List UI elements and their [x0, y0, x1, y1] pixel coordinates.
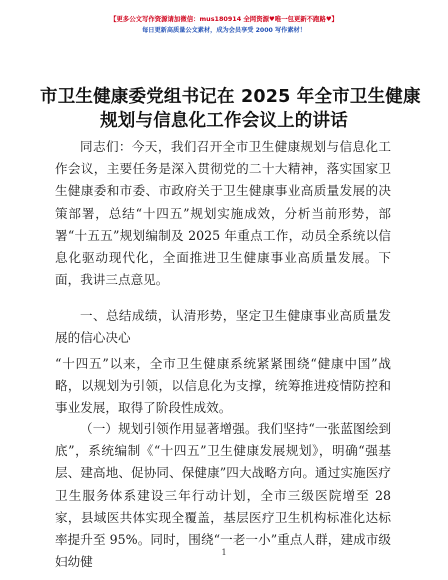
document-title-line-2: 规划与信息化工作会议上的讲话 — [100, 111, 348, 131]
page-number: 1 — [221, 548, 227, 557]
document-title-line-1: 市卫生健康委党组书记在 2025 年全市卫生健康 — [40, 87, 421, 107]
opening-paragraph: 同志们：今天，我们召开全市卫生健康规划与信息化工作会议，主要任务是深入贯彻党的二十大精神，落实国家卫生健康委和市委、市政府关于卫生健康事业高质量发展的决策部署，总结“十四五”规划实施成效，分析当前形势，部署“十五五”规划编制及 2025 年重点工作，动员全系统以信息化驱动现代化，全面推进卫生健康事业高质量发展。下面，我讲三点意见。 — [55, 139, 391, 288]
body-paragraph-3: （一）规划引领作用显著增强。我们坚持“一张蓝图绘到底”，系统编制《“十四五”卫生健康发展规划》，明确“强基层、建高地、促协同、保健康”四大战略方向。通过实施医疗卫生服务体系建设三年行动计划，全市三级医院增至 28 家，县域医共体实现全覆盖，基层医疗卫生机构标准化达标率提升至 95%。同时，围绕“一老一小”重点人群，建成市级妇幼健 — [55, 421, 391, 570]
body-paragraph-2: “十四五”以来，全市卫生健康系统紧紧围绕“健康中国”战略，以规划为引领，以信息化为支撑，统筹推进疫情防控和事业发展，取得了阶段性成效。 — [55, 356, 391, 416]
promo-banner-line-2: 每日更新高质量公文素材，成为会员享受 2000 写作素材！ — [142, 27, 306, 34]
section-heading-1: 一、总结成绩，认清形势，坚定卫生健康事业高质量发展的信心决心 — [55, 308, 391, 346]
promo-banner-line-1: 【更多公文写作资源请加微信：mus180914 全网资源♥唯一包更新不跑路♥】 — [110, 15, 338, 23]
